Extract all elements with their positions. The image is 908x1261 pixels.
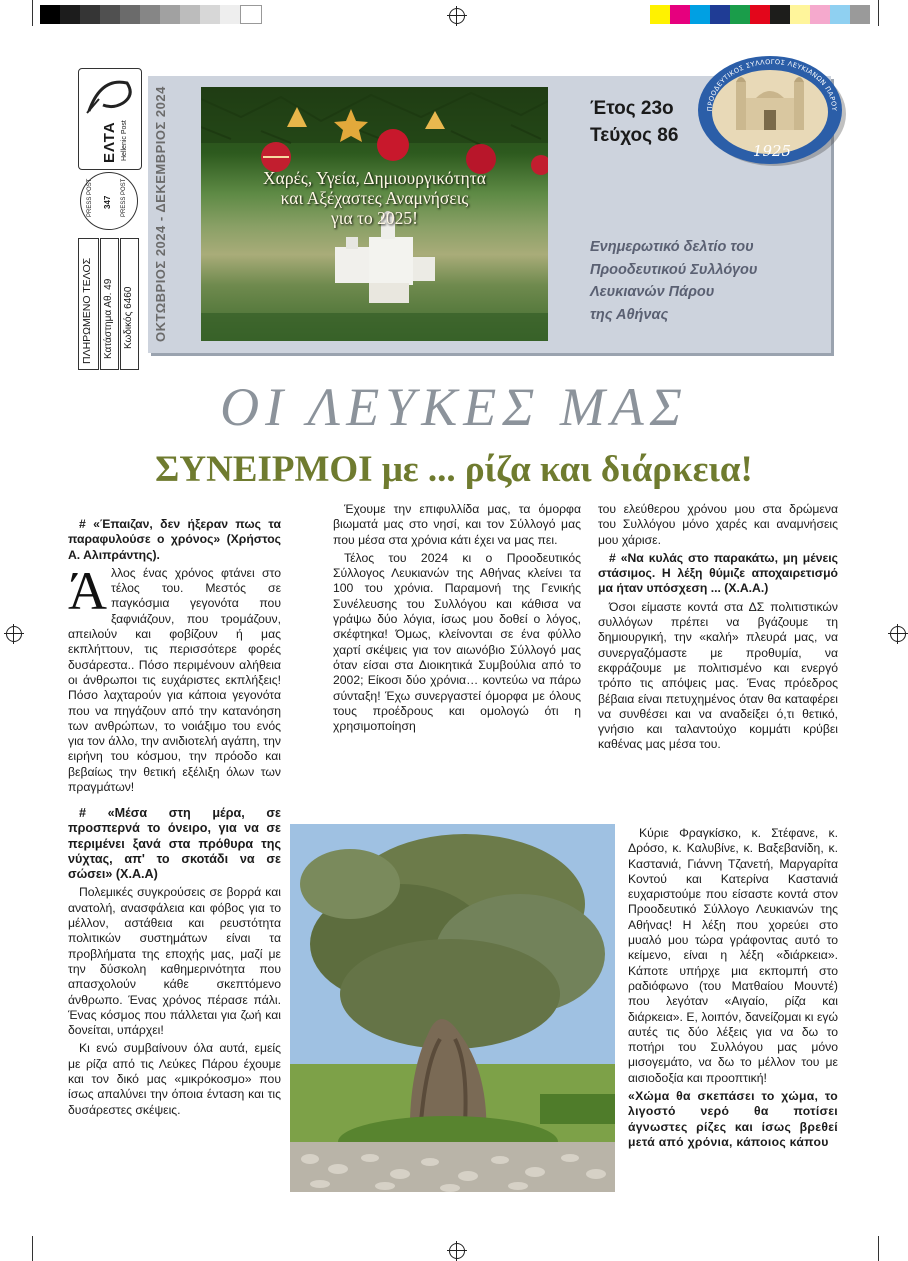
code-label: Κωδικός 6460 (123, 286, 134, 349)
description-line: της Αθήνας (590, 306, 669, 323)
press-post-number: 347 (103, 195, 112, 209)
description-line: Ενημερωτικό δελτίο του (590, 239, 754, 255)
registration-mark-right (890, 626, 906, 642)
crop-mark (32, 1236, 33, 1261)
article-column-3 (598, 502, 838, 756)
registration-mark-top (449, 8, 465, 24)
article-column-3-lower (628, 826, 838, 1153)
press-post-label: PRESS POST (87, 178, 93, 217)
article-column-1-lower (68, 806, 281, 1121)
drop-cap: Ά (68, 560, 107, 621)
epigraph-quote: «Χώμα θα σκεπάσει το χώμα, το λιγοστό νερό θα ποτίσει άγνωστες ρίζες και ίσως βρεθεί μετά από χρόνια, κάποιος κάπου (628, 1089, 838, 1149)
crop-mark (878, 0, 879, 26)
article-column-1 (68, 517, 281, 823)
paid-fee-label: ΠΛΗΡΩΜΕΝΟ ΤΕΛΟΣ (81, 257, 93, 364)
paragraph: Τέλος του 2024 κι ο Προοδευτικός Σύλλογος Λευκιανών της Αθήνας κλείνει τα 100 του χρόνια. Παραμονή της Γενικής Συνέλευσης του Συλλόγου και κάθισα να γράψω δύο λόγια, ίσως μου δοθεί ο λόγος, σκέφτηκα! Όμως, κλείνονται σε ένα φύλλο χαρτί σκέψεις για τον αιωνόβιο Σύλλογό μας όταν είσαι στα Διοικητικά Συμβούλια από το 2002; Είκοσι δύο χρόνια… κοντεύω να πάρω σύνταξη! Έχω συνεργαστεί όμορφα με όλους τους προέδρους και ομολογώ ότι η χρησιμοποίηση (333, 550, 581, 734)
description-line: Λευκιανών Πάρου (590, 284, 715, 300)
greeting-line-3: για το 2025! (331, 208, 418, 228)
crop-mark (32, 0, 33, 26)
christmas-village-photo (201, 87, 548, 341)
paragraph: Όσοι είμαστε κοντά στα ΔΣ πολιτιστικών συλλόγων πρέπει να βγάζουμε τη δημιουργική, την «καλή» πλευρά μας, να συνεργαζόμαστε με προθυμία, να εκφράζουμε με πολιτισμένο και ενεργό τρόπο τις απόψεις μας. Ένας πρόεδρος βέβαια είναι πετυχημένος όταν θα καταφέρει να συνθέσει και να αναδείξει ό,τι θετικό, γνήσιο και ταλαντούχο κομμάτι κρύβει καθένας μας μέσα του. (598, 599, 838, 752)
olive-tree-graphic (290, 824, 615, 1192)
year-label: Έτος 23ο (590, 98, 674, 119)
epigraph-quote: # «Έπαιζαν, δεν ήξεραν πως τα παραφυλούσε ο χρόνος» (Χρήστος Α. Αλιπράντης). (68, 517, 281, 562)
permit-box (100, 238, 119, 370)
elta-sub-label: Hellenic Post (121, 120, 128, 161)
permit-label: Κατάστημα Αθ. 49 (103, 278, 114, 359)
paid-fee-box (78, 238, 99, 370)
press-post-stamp (80, 172, 138, 230)
paragraph: Κύριε Φραγκίσκο, κ. Στέφανε, κ. Δρόσο, κ. Καλυβίνε, κ. Βαξεβανίδη, κ. Καστανιά, Γιάννη Τζανετή, Μαργαρίτα Κοντού και Κατερίνα Καστανιά ευχαριστούμε που είσαστε κοντά στον Προοδευτικό Σύλλογο Λευκιανών της Αθήνας! Η λέξη που χορεύει στο μυαλό μου τώρα γράφοντας αυτό το κείμενο, είναι η λέξη «διάρκεια». Κάποτε υπήρχε μια εκπομπή στο ραδιόφωνο (του Ματθαίου Μουντέ) που λεγόταν «Αιγαίο, ρίζα και διάρκεια». Ε, λοιπόν, δανείζομαι κι εγώ αυτές τις δύο λέξεις για να δω το ποτήρι του Συλλόγου μας μόνο μισογεμάτο, να δω το μέλλον του με αισιοδοξία και προοπτική! (628, 826, 838, 1085)
seal-year: 1925 (752, 142, 792, 160)
crop-mark (878, 1236, 879, 1261)
church-seal-graphic (696, 52, 848, 168)
description-line: Προοδευτικού Συλλόγου (590, 261, 758, 278)
paragraph: του ελεύθερου χρόνου μου στα δρώμενα του Συλλόγου μόνο χαρές και αναμνήσεις μου χάρισε. (598, 502, 838, 547)
code-box (120, 238, 139, 370)
greeting-line-2: και Αξέχαστες Αναμνήσεις (280, 188, 469, 208)
olive-tree-photo (290, 824, 615, 1192)
registration-mark-left (6, 626, 22, 642)
issue-label: Τεύχος 86 (590, 125, 679, 146)
paragraph: Έχουμε την επιφυλλίδα μας, τα όμορφα βιωματά μας στο νησί, και τον Σύλλογό μας που μέσα στα χρόνια κάτι έχει να μας πει. (333, 502, 581, 547)
masthead-title: ΟΙ ΛΕΥΚΕΣ ΜΑΣ (220, 377, 688, 437)
article-column-2 (333, 502, 581, 737)
elta-logo (78, 68, 142, 170)
press-post-label: PRESS POST (121, 178, 127, 217)
paragraph: Πολεμικές συγκρούσεις σε βορρά και ανατολή, ανασφάλεια και φόβος για το μέλλον, αστάθεια και ρευστότητα πολιτικών συστημάτων είναι τα προβλήματα της εποχής μας, μαζί με την δύσκολη καθημερινότητα που απασχολούν κάθε σκεπτόμενο άνθρωπο. Ένας χρόνος πέρασε πάλι. Ένας κόσμος που πάλλεται για ζωή και δονείται, υπάρχει! (68, 885, 281, 1038)
elta-label: ΕΛΤΑ (101, 121, 118, 163)
paragraph: Κι ενώ συμβαίνουν όλα αυτά, εμείς με ρίζα από τις Λεύκες Πάρου έχουμε και τον δικό μας «μικρόκοσμο» που ίσως απαλύνει την όποια ένταση και τις δυσάρεστες σκέψεις. (68, 1041, 281, 1117)
association-seal (696, 52, 848, 168)
seal-ring-text: ΠΡΟΟΔΕΥΤΙΚΟΣ ΣΥΛΛΟΓΟΣ ΛΕΥΚΙΑΝΩΝ ΠΑΡΟΥ (705, 57, 839, 112)
epigraph-quote: # «Να κυλάς στο παρακάτω, μη μένεις στάσιμος. Η λέξη θύμιζε αποχαιρετισμό μα ήταν υπόσχεση ... (Χ.Α.Α.) (598, 550, 838, 596)
greeting-line-1: Χαρές, Υγεία, Δημιουργικότητα (263, 168, 486, 188)
epigraph-quote: # «Μέσα στη μέρα, σε προσπερνά το όνειρο, για να σε περιμένει ξανά στα πρόθυρα της νύχτας, απ' το σκοτάδι να σε σώσει» (Χ.Α.Α) (68, 806, 281, 882)
article-headline: ΣΥΝΕΙΡΜΟΙ με ... ρίζα και διάρκεια! (155, 449, 753, 490)
issue-period: ΟΚΤΩΒΡΙΟΣ 2024 - ΔΕΚΕΜΒΡΙΟΣ 2024 (153, 86, 168, 342)
registration-mark-bottom (449, 1243, 465, 1259)
paragraph: Άλλος ένας χρόνος φτάνει στο τέλος του. Μεστός σε παγκόσμια γεγονότα που ξαφνιάζουν, που τρομάζουν, απειλούν και φοβίζουν ή μας εκπλήττουν, τις περισσότερε φορές δυσάρεστα.. Πόσο περιμένουν αλήθεια οι άνθρωποι τις ευχάριστες εκπλήξεις! Πόσο λαχταρούν για κάποια γεγονότα που να πηγάζουν από την κατανόηση των ανθρώπων, το νοιάξιμο του ενός για τον άλλο, την ανιδιοτελή αγάπη, την ειρήνη του κόσμου, την πρόοδο και βεβαίως την θετική εξέλιξη όλων των πραγμάτων! (68, 560, 281, 795)
association-description (590, 236, 757, 326)
